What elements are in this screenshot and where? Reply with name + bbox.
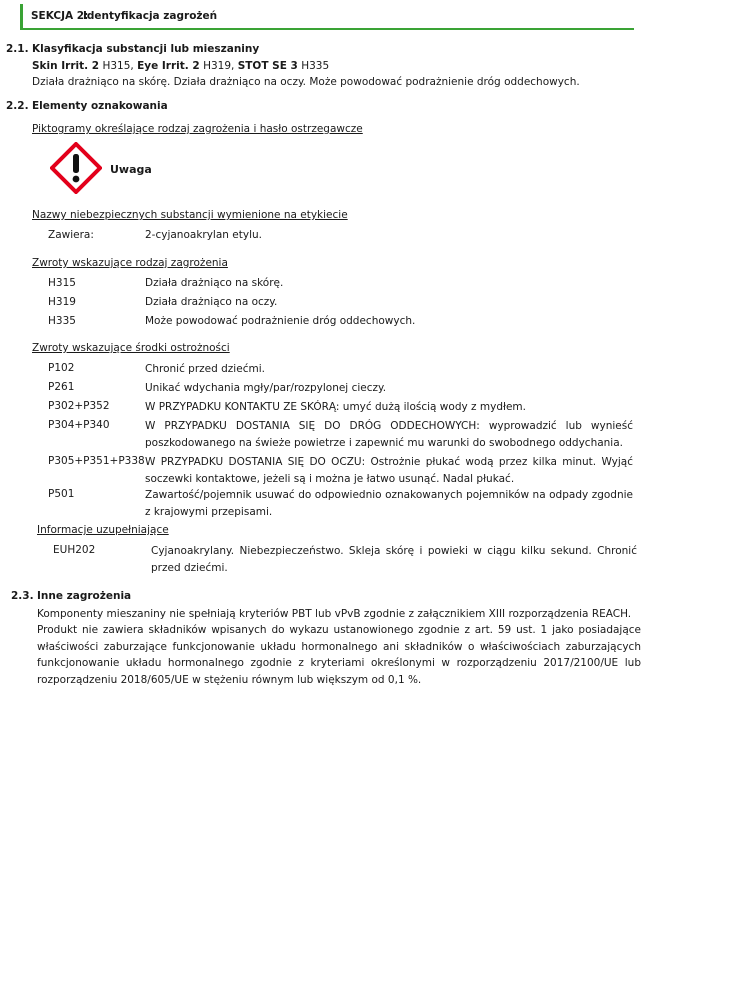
p-text: W PRZYPADKU DOSTANIA SIĘ DO OCZU: Ostrożnie płukać wodą przez kilka minut. Wyjąć soczewki kontaktowe, jeżeli są i można je łatwo usunąć. Nadal płukać.: [145, 456, 633, 485]
p-statements-heading: Zwroty wskazujące środki ostrożności: [32, 342, 230, 354]
pictogram-heading: Piktogramy określające rodzaj zagrożenia i hasło ostrzegawcze: [32, 123, 363, 135]
subsection-2-1-number: 2.1.: [6, 43, 29, 55]
classification-line: [32, 60, 329, 72]
subsection-2-3-number: 2.3.: [11, 590, 34, 602]
contains-label: Zawiera:: [48, 229, 94, 241]
class-separator: ,: [130, 60, 138, 72]
supplementary-info-heading: Informacje uzupełniające: [37, 524, 169, 536]
p-text: W PRZYPADKU DOSTANIA SIĘ DO DRÓG ODDECHOWYCH: wyprowadzić lub wynieść poszkodowanego na świeże powietrze i zapewnić mu warunki do swobodnego oddychania.: [145, 420, 633, 449]
classification-text: Działa drażniąco na skórę. Działa drażniąco na oczy. Może powodować podrażnienie dróg oddechowych.: [32, 76, 580, 88]
exclamation-mark-diamond-icon: [50, 142, 102, 194]
subsection-2-1-title: Klasyfikacja substancji lub mieszaniny: [32, 43, 260, 55]
class-code: H315: [102, 60, 131, 72]
p-text: Unikać wdychania mgły/par/rozpylonej cieczy.: [145, 382, 387, 394]
class-separator: ,: [231, 60, 238, 72]
p-code: P261: [48, 381, 75, 393]
signal-word: Uwaga: [110, 163, 152, 176]
h-code: H335: [48, 315, 76, 327]
class-code: H335: [301, 60, 330, 72]
h-code: H319: [48, 296, 76, 308]
p-code: P302+P352: [48, 400, 110, 412]
contains-value: 2-cyjanoakrylan etylu.: [145, 229, 262, 241]
class-name: STOT SE 3: [237, 60, 298, 72]
section-number: SEKCJA 2:: [31, 10, 89, 22]
subsection-2-2-title: Elementy oznakowania: [32, 100, 168, 112]
other-hazards-pbt: Komponenty mieszaniny nie spełniają kryteriów PBT lub vPvB zgodnie z załącznikiem XIII rozporządzenia REACH.: [37, 608, 632, 620]
h-text: Działa drażniąco na skórę.: [145, 277, 284, 289]
h-text: Może powodować podrażnienie dróg oddechowych.: [145, 315, 416, 327]
h-code: H315: [48, 277, 76, 289]
section-header: [20, 4, 634, 30]
class-name: Skin Irrit. 2: [32, 60, 100, 72]
p-code: P102: [48, 362, 75, 374]
p-text: W PRZYPADKU KONTAKTU ZE SKÓRĄ: umyć dużą ilością wody z mydłem.: [145, 401, 526, 413]
other-hazards-endocrine: Produkt nie zawiera składników wpisanych do wykazu ustanowionego zgodnie z art. 59 ust. 1 jako posiadające właściwości zaburzające funkcjonowanie układu hormonalnego ani składników o właściwościach zaburzających funkcjonowanie układu hormonalnego zgodnie z kryteriami określonymi w rozporządzeniu 2017/2100/UE lub rozporządzeniu 2018/605/UE w stężeniu równym lub większym od 0,1 %.: [37, 624, 641, 686]
p-text: Zawartość/pojemnik usuwać do odpowiednio oznakowanych pojemników na odpady zgodnie z krajowymi przepisami.: [145, 489, 633, 518]
class-name: Eye Irrit. 2: [137, 60, 200, 72]
p-code: P501: [48, 488, 75, 500]
euh-text: Cyjanoakrylany. Niebezpieczeństwo. Skleja skórę i powieki w ciągu kilku sekund. Chronić przed dziećmi.: [151, 545, 637, 574]
p-text: Chronić przed dziećmi.: [145, 363, 265, 375]
h-text: Działa drażniąco na oczy.: [145, 296, 278, 308]
p-code: P304+P340: [48, 419, 110, 431]
subsection-2-3-title: Inne zagrożenia: [37, 590, 132, 602]
p-code: P305+P351+P338: [48, 455, 145, 467]
h-statements-heading: Zwroty wskazujące rodzaj zagrożenia: [32, 257, 228, 269]
euh-code: EUH202: [53, 544, 96, 556]
section-title: Identyfikacja zagrożeń: [83, 10, 218, 22]
hazardous-substances-heading: Nazwy niebezpiecznych substancji wymienione na etykiecie: [32, 209, 348, 221]
subsection-2-2-number: 2.2.: [6, 100, 29, 112]
class-code: H319: [203, 60, 231, 72]
